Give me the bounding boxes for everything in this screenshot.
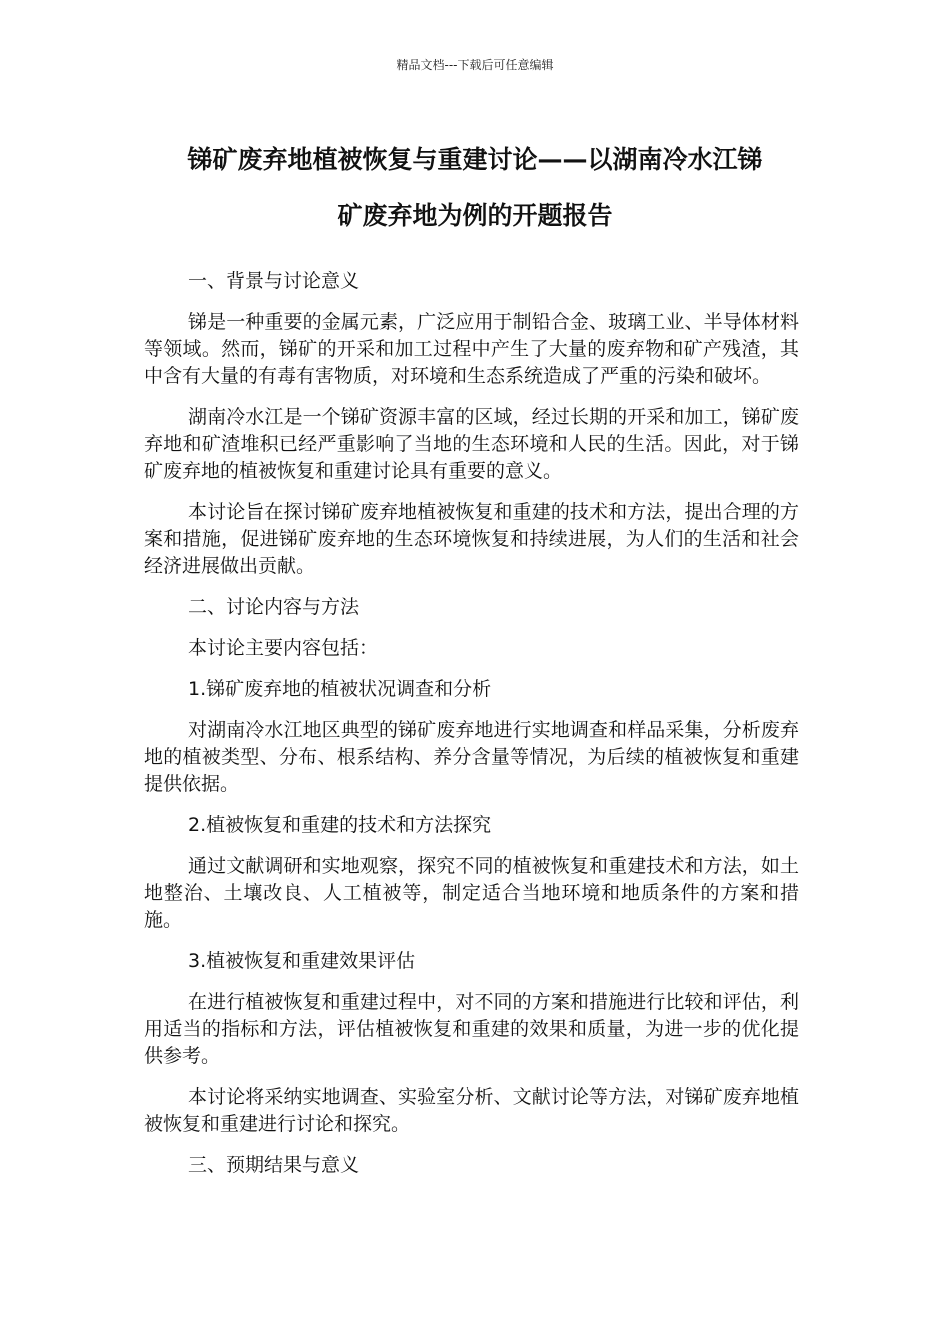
section-heading-background: 一、背景与讨论意义 [188,270,360,292]
paragraph: 对湖南冷水江地区典型的锑矿废弃地进行实地调查和样品采集，分析废弃地的植被类型、分布、根系结构、养分含量等情况，为后续的植被恢复和重建提供依据。 [144,719,799,795]
paragraph: 通过文献调研和实地观察，探究不同的植被恢复和重建技术和方法，如土地整治、土壤改良、人工植被等，制定适合当地环境和地质条件的方案和措施。 [144,855,799,931]
section-heading-expected-results: 三、预期结果与意义 [188,1154,360,1176]
paragraph: 锑是一种重要的金属元素，广泛应用于制铅合金、玻璃工业、半导体材料等领域。然而，锑矿的开采和加工过程中产生了大量的废弃物和矿产残渣，其中含有大量的有毒有害物质，对环境和生态系统造成了严重的污染和破坏。 [144,311,799,387]
document-title-line-1: 锑矿废弃地植被恢复与重建讨论——以湖南冷水江锑 [187,145,763,174]
section-heading-content-methods: 二、讨论内容与方法 [188,596,360,618]
document-title-line-2: 矿废弃地为例的开题报告 [337,201,613,230]
paragraph-intro: 本讨论主要内容包括： [188,637,379,659]
page-header: 精品文档---下载后可任意编辑 [396,58,554,72]
paragraph: 湖南冷水江是一个锑矿资源丰富的区域，经过长期的开采和加工，锑矿废弃地和矿渣堆积已经严重影响了当地的生态环境和人民的生活。因此，对于锑矿废弃地的植被恢复和重建讨论具有重要的意义。 [144,406,799,482]
subheading-item-3: 3.植被恢复和重建效果评估 [188,950,416,972]
paragraph: 在进行植被恢复和重建过程中，对不同的方案和措施进行比较和评估，利用适当的指标和方法，评估植被恢复和重建的效果和质量，为进一步的优化提供参考。 [144,991,799,1067]
subheading-item-2: 2.植被恢复和重建的技术和方法探究 [188,814,492,836]
paragraph: 本讨论旨在探讨锑矿废弃地植被恢复和重建的技术和方法，提出合理的方案和措施，促进锑矿废弃地的生态环境恢复和持续进展，为人们的生活和社会经济进展做出贡献。 [144,501,799,577]
document-title [130,132,820,244]
paragraph: 本讨论将采纳实地调查、实验室分析、文献讨论等方法，对锑矿废弃地植被恢复和重建进行讨论和探究。 [144,1086,799,1135]
document-body [144,268,799,1193]
subheading-item-1: 1.锑矿废弃地的植被状况调查和分析 [188,678,492,700]
